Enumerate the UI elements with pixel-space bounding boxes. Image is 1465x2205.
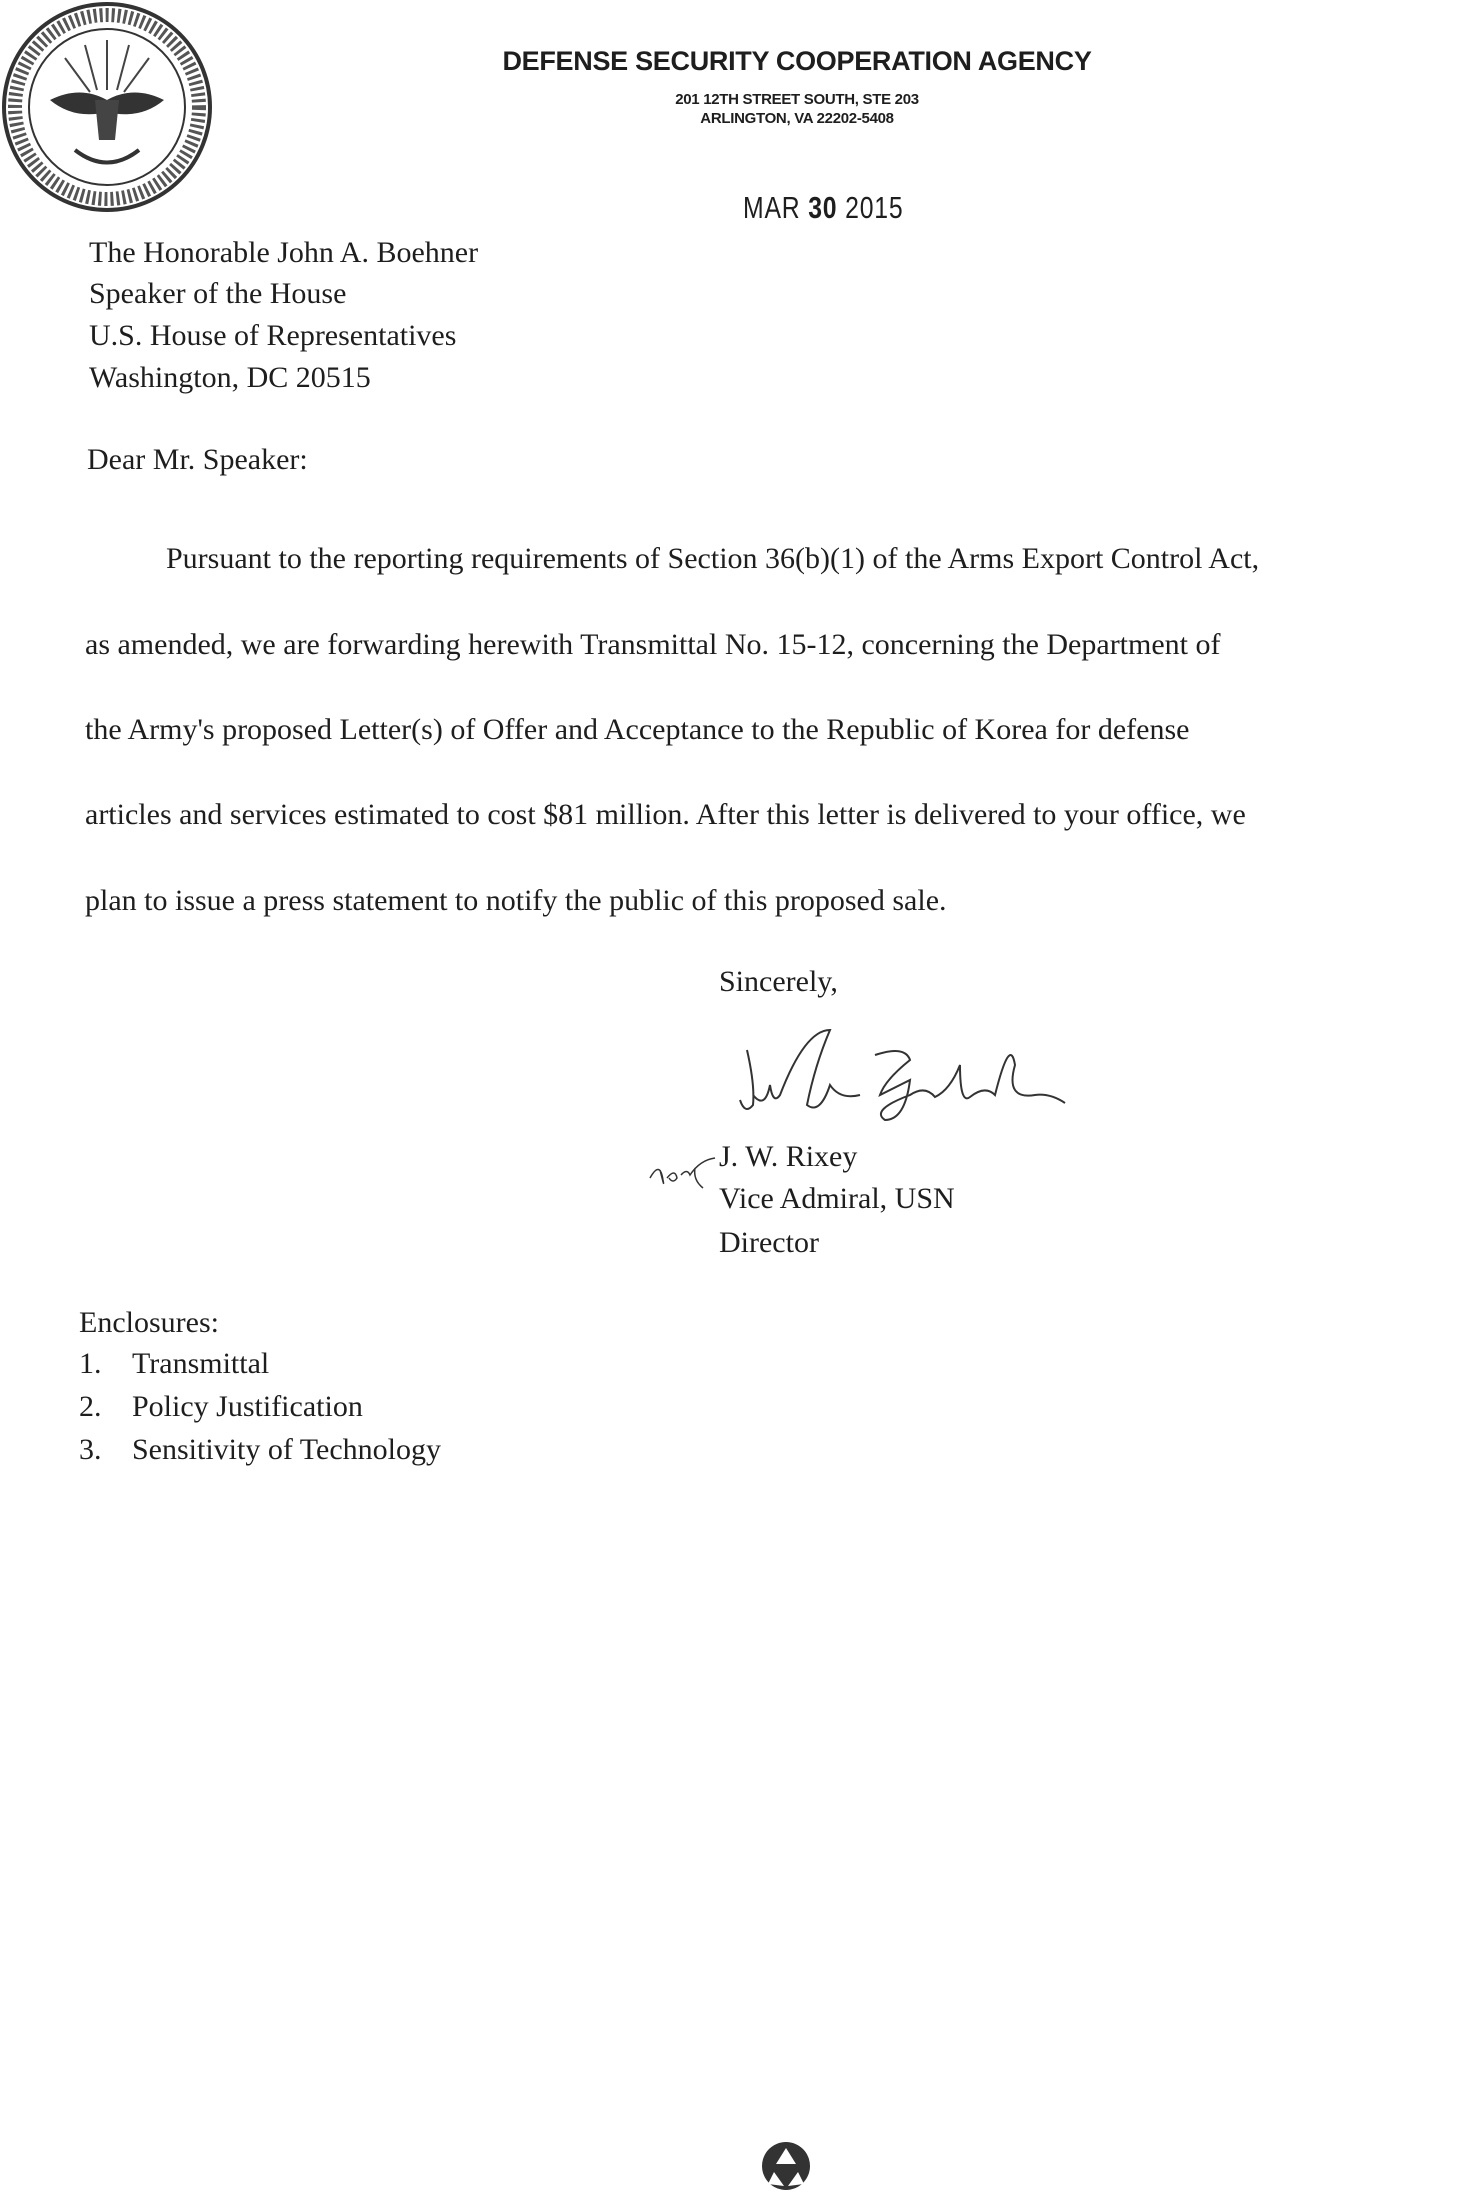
agency-address-line2: ARLINGTON, VA 22202-5408 bbox=[700, 110, 894, 127]
signer-title: Director bbox=[719, 1226, 819, 1259]
body-line: as amended, we are forwarding herewith Transmittal No. 15-12, concerning the Department of bbox=[85, 628, 1221, 661]
dod-seal bbox=[0, 0, 214, 214]
enclosure-num: 1. bbox=[79, 1347, 102, 1380]
recipient-line: The Honorable John A. Boehner bbox=[89, 236, 479, 269]
recipient-line: U.S. House of Representatives bbox=[89, 319, 457, 352]
enclosure-num: 2. bbox=[79, 1390, 102, 1423]
signer-rank: Vice Admiral, USN bbox=[719, 1182, 955, 1215]
recipient-line: Speaker of the House bbox=[89, 277, 347, 310]
signer-name: J. W. Rixey bbox=[719, 1140, 858, 1173]
body-line: plan to issue a press statement to notify the public of this proposed sale. bbox=[85, 884, 947, 917]
date-stamp bbox=[743, 190, 903, 226]
agency-name: DEFENSE SECURITY COOPERATION AGENCY bbox=[502, 46, 1092, 76]
body-line: the Army's proposed Letter(s) of Offer and Acceptance to the Republic of Korea for defense bbox=[85, 713, 1190, 746]
body-line: articles and services estimated to cost $81 million. After this letter is delivered to your office, we bbox=[85, 798, 1246, 831]
for-mark bbox=[645, 1150, 725, 1195]
salutation: Dear Mr. Speaker: bbox=[87, 443, 308, 476]
date-year: 2015 bbox=[845, 190, 904, 225]
closing: Sincerely, bbox=[719, 965, 838, 998]
date-month: MAR bbox=[743, 190, 801, 225]
signature bbox=[735, 1025, 1115, 1125]
recipient-line: Washington, DC 20515 bbox=[89, 361, 371, 394]
agency-address-line1: 201 12TH STREET SOUTH, STE 203 bbox=[675, 91, 919, 108]
enclosure-item: Transmittal bbox=[132, 1347, 270, 1380]
body-line: Pursuant to the reporting requirements of Section 36(b)(1) of the Arms Export Control Act, bbox=[166, 542, 1260, 575]
recycle-icon bbox=[758, 2128, 814, 2198]
enclosure-num: 3. bbox=[79, 1433, 102, 1466]
enclosures-label: Enclosures: bbox=[79, 1306, 219, 1339]
enclosure-item: Policy Justification bbox=[132, 1390, 363, 1423]
date-day: 30 bbox=[808, 190, 838, 225]
enclosure-item: Sensitivity of Technology bbox=[132, 1433, 441, 1466]
